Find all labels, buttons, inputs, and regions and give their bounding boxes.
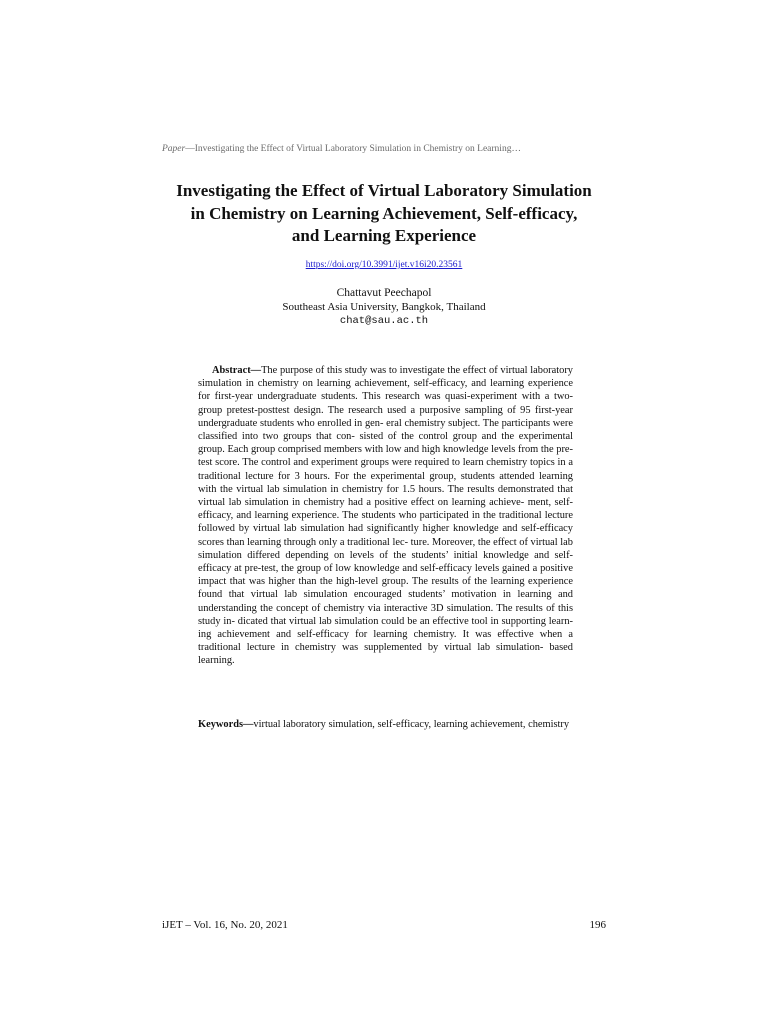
paper-title	[150, 180, 618, 248]
title-line-3: and Learning Experience	[291, 226, 477, 245]
footer-page-number: 196	[589, 919, 606, 931]
abstract-text: The purpose of this study was to investigate the effect of virtual laboratory simulation in chemistry on learning achievement, self-efficacy, and learning experience for first-year undergraduate students. This research was quasi-experiment with a two-group pretest-posttest design. The research used a purposive sampling of 95 first-year undergraduate students who enrolled in gen- eral chemistry subject. The participants were classified into two groups that con- sisted of the control group and the experimental group. Each group comprised members with low and high knowledge levels from the pre-test score. The control and experiment groups were required to learn chemistry topics in a traditional lecture for 3 hours. For the experimental group, students attended learning with the virtual lab simulation in chemistry for 1.5 hours. The results demonstrated that virtual lab simulation in chemistry had a positive effect on learning achieve- ment, self-efficacy, and learning experience. The students who participated in the traditional lecture followed by virtual lab simulation had significantly higher knowledge and self-efficacy scores than learning through only a traditional lec- ture. Moreover, the effect of virtual lab simulation differed depending on levels of the students’ initial knowledge and self-efficacy at pre-test, the group of low knowledge and self-efficacy levels gained a positive impact that was higher than the high-level group. The results of the learning experience found that virtual lab simulation encouraged students’ motivation in learning and understanding the concept of chemistry via interactive 3D simulation. The results of this study in- dicated that virtual lab simulation could be an effective tool in supporting learn- ing achievement and self-efficacy for learning chemistry. It was effective when a traditional lecture in chemistry was supplemented by virtual lab simulation- based learning.	[198, 365, 573, 667]
author-affiliation: Southeast Asia University, Bangkok, Thailand	[282, 301, 486, 313]
keywords-label: Keywords—	[198, 719, 254, 730]
running-header-text: —Investigating the Effect of Virtual Laboratory Simulation in Chemistry on Learning…	[185, 144, 521, 154]
author-name: Chattavut Peechapol	[336, 287, 432, 299]
keywords	[198, 718, 573, 731]
running-header	[162, 144, 606, 154]
title-line-2: in Chemistry on Learning Achievement, Self-efficacy,	[190, 203, 578, 223]
doi-link[interactable]: https://doi.org/10.3991/ijet.v16i20.23561	[305, 260, 463, 270]
abstract-label: Abstract—	[212, 365, 262, 376]
running-header-label: Paper	[162, 144, 186, 154]
abstract	[198, 364, 573, 668]
keywords-text: virtual laboratory simulation, self-efficacy, learning achievement, chemistry	[253, 719, 570, 730]
author-email[interactable]: chat@sau.ac.th	[339, 315, 429, 327]
footer-journal: iJET – Vol. 16, No. 20, 2021	[162, 919, 288, 931]
title-line-1: Investigating the Effect of Virtual Laboratory Simulation	[176, 181, 592, 200]
